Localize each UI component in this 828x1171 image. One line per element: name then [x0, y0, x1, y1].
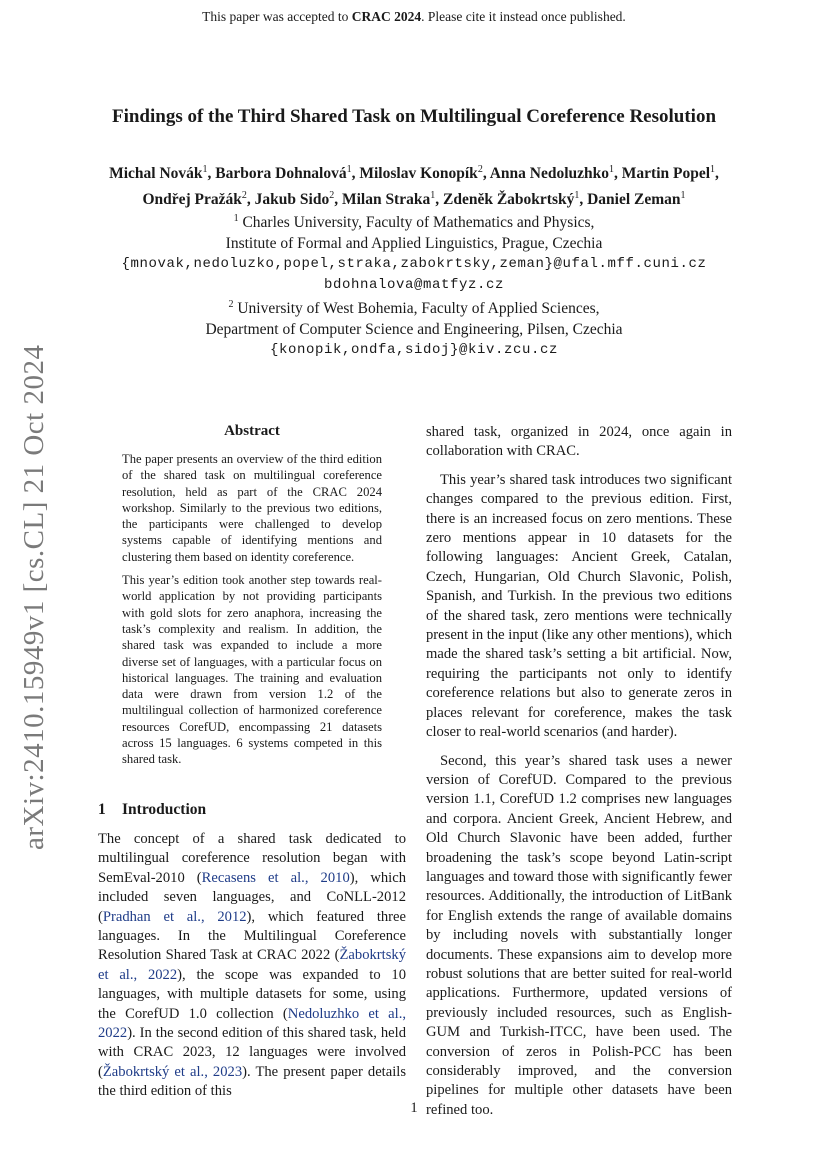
affiliation-2 — [0, 295, 828, 361]
author-affiliation-mark: 1 — [710, 164, 716, 175]
intro-text: The concept of a shared task dedicated to multilingual coreference resolution began with SemEval-2010 ( — [98, 831, 406, 886]
abstract-body — [122, 451, 382, 775]
author-affiliation-mark: 2 — [329, 190, 335, 202]
arxiv-identifier[interactable]: arXiv:2410.15949v1 [cs.CL] 21 Oct 2024 — [18, 344, 50, 850]
author-name: Anna Nedoluzhko — [489, 165, 610, 183]
intro-paragraph — [98, 830, 406, 1102]
abstract-paragraph: The paper presents an overview of the third edition of the shared task on multilingual coreference resolution, held as part of the CRAC 2024 workshop. Similarly to the previous two editions, the participants were challenged to develop systems capable of identifying mentions and clustering them based on identity coreference. — [122, 452, 382, 564]
affiliation-1 — [0, 209, 828, 295]
author-name: Martin Popel — [621, 165, 711, 183]
intro-text: ), the scope was expanded to 10 languages, with multiple datasets for some, using the CorefUD 1.0 collection ( — [98, 966, 406, 1022]
affiliation-mark: 2 — [228, 299, 234, 310]
author-name: Ondřej Pražák — [142, 191, 242, 209]
body-paragraph: Second, this year’s shared task uses a newer version of CorefUD. Compared to the previous version 1.1, CorefUD 1.2 comprises new languages and corpora. Ancient Greek, Ancient Hebrew, and Old Church Slavonic have been added, further broadening the task’s scope beyond Latin-script languages and toward those with significantly fewer resources. Additionally, the introduction of LitBank for English extends the range of available domains by including novels with substantially longer documents. These expansions aim to develop more robust solutions that are better suited for real-world applications. Furthermore, updated versions of previously included resources, such as English-GUM and Turkish-ITCC, have been used. The conversion of zeros in Polish-PCC has been considerably improved, and the conversion pipelines for multiple other datasets have been refined too. — [426, 752, 732, 1118]
author-name: Jakub Sido — [254, 191, 330, 209]
author-affiliation-mark: 2 — [477, 164, 483, 175]
intro-text: ). The present paper details the third edition of this — [98, 1063, 406, 1100]
intro-text: ), which featured three languages. In the Multilingual Coreference Resolution Shared Task at CRAC 2022 ( — [98, 908, 406, 964]
intro-text: ). In the second edition of this shared task, held with CRAC 2023, 12 languages were involved ( — [98, 1025, 406, 1080]
author-affiliation-mark: 1 — [346, 164, 352, 175]
author-name: Barbora Dohnalová — [215, 165, 347, 183]
author-name: Miloslav Konopík — [359, 165, 478, 183]
notice-pre: This paper was accepted to — [202, 9, 352, 24]
left-column-body — [98, 830, 406, 1111]
intro-text: ), which included seven languages, and CoNLL-2012 ( — [98, 869, 406, 925]
abstract-heading: Abstract — [224, 423, 280, 439]
email-line[interactable]: {konopik,ondfa,sidoj}@kiv.zcu.cz — [269, 342, 559, 359]
section-number: 1 — [98, 801, 106, 818]
affiliation-line: Institute of Formal and Applied Linguistics, Prague, Czechia — [225, 234, 603, 252]
page-number: 1 — [410, 1100, 418, 1116]
notice-venue: CRAC 2024 — [351, 9, 422, 24]
citation-link[interactable]: Žabokrtský et al., 2022 — [98, 947, 406, 983]
affiliation-mark: 1 — [233, 213, 239, 224]
author-affiliation-mark: 2 — [241, 190, 247, 202]
author-line-1: Michal Novák$^1$, Barbora Dohnalová$^1$, Miloslav Konopík$^2$, Anna Nedoluzhko$^1$, Martin Popel$^1$, — [109, 164, 719, 183]
author-affiliation-mark: 1 — [430, 190, 436, 202]
author-affiliation-mark: 1 — [680, 190, 686, 202]
citation-link[interactable]: Recasens et al., 2010 — [201, 869, 350, 886]
author-name: Daniel Zeman — [587, 191, 681, 209]
author-line-2: Ondřej Pražák$^2$, Jakub Sido$^2$, Milan Straka$^1$, Zdeněk Žabokrtský$^1$, Daniel Zeman$^1$ — [142, 190, 686, 209]
section-heading — [98, 801, 206, 819]
author-name: Milan Straka — [341, 191, 431, 209]
citation-link[interactable]: Nedoluzhko et al., 2022 — [98, 1005, 406, 1042]
author-affiliation-mark: 1 — [574, 190, 580, 202]
email-line[interactable]: {mnovak,nedoluzko,popel,straka,zabokrtsky,zeman}@ufal.mff.cuni.cz — [121, 256, 707, 273]
body-paragraph: shared task, organized in 2024, once again in collaboration with CRAC. — [426, 424, 732, 460]
author-name: Zdeněk Žabokrtský — [442, 191, 575, 209]
affiliation-line: University of West Bohemia, Faculty of Applied Sciences, — [237, 300, 600, 318]
author-affiliation-mark: 1 — [202, 164, 208, 175]
affiliation-line: Department of Computer Science and Engineering, Pilsen, Czechia — [205, 320, 623, 338]
author-name: Michal Novák — [109, 165, 203, 183]
section-title: Introduction — [122, 801, 207, 818]
acceptance-notice — [0, 9, 828, 25]
affiliation-line: Charles University, Faculty of Mathematics and Physics, — [242, 214, 595, 232]
paper-title: Findings of the Third Shared Task on Multilingual Coreference Resolution — [111, 106, 717, 127]
body-paragraph: This year’s shared task introduces two significant changes compared to the previous edition. First, there is an increased focus on zero mentions. These zero mentions appear in 10 datasets for the following languages: Ancient Greek, Catalan, Czech, Hungarian, Old Church Slavonic, Polish, Spanish, and Turkish. In the previous two editions of the shared task, zero mentions were technically present in the input (like any other mentions), which made the shared task’s setting a bit artificial. Now, requiring the participants not only to identify coreference relations but also to generate zeros in places relevant for coreference, makes the task closer to real-world scenarios (and harder). — [426, 471, 732, 741]
email-line[interactable]: bdohnalova@matfyz.cz — [323, 276, 505, 293]
right-column-body — [426, 423, 732, 1129]
citation-link[interactable]: Žabokrtský et al., 2023 — [102, 1063, 243, 1080]
notice-post: . Please cite it instead once published. — [421, 9, 626, 24]
author-list — [60, 159, 768, 211]
abstract-paragraph: This year’s edition took another step towards real-world application by not providing participants with gold slots for zero anaphora, increasing the task’s complexity and realism. In addition, the shared task was expanded to include a more diverse set of languages, with a particular focus on historical languages. The training and evaluation data were drawn from version 1.2 of the multilingual collection of harmonized coreference resources CorefUD, encompassing 21 datasets across 15 languages. 6 systems competed in this shared task. — [122, 573, 382, 767]
author-affiliation-mark: 1 — [609, 164, 615, 175]
citation-link[interactable]: Pradhan et al., 2012 — [102, 908, 247, 925]
